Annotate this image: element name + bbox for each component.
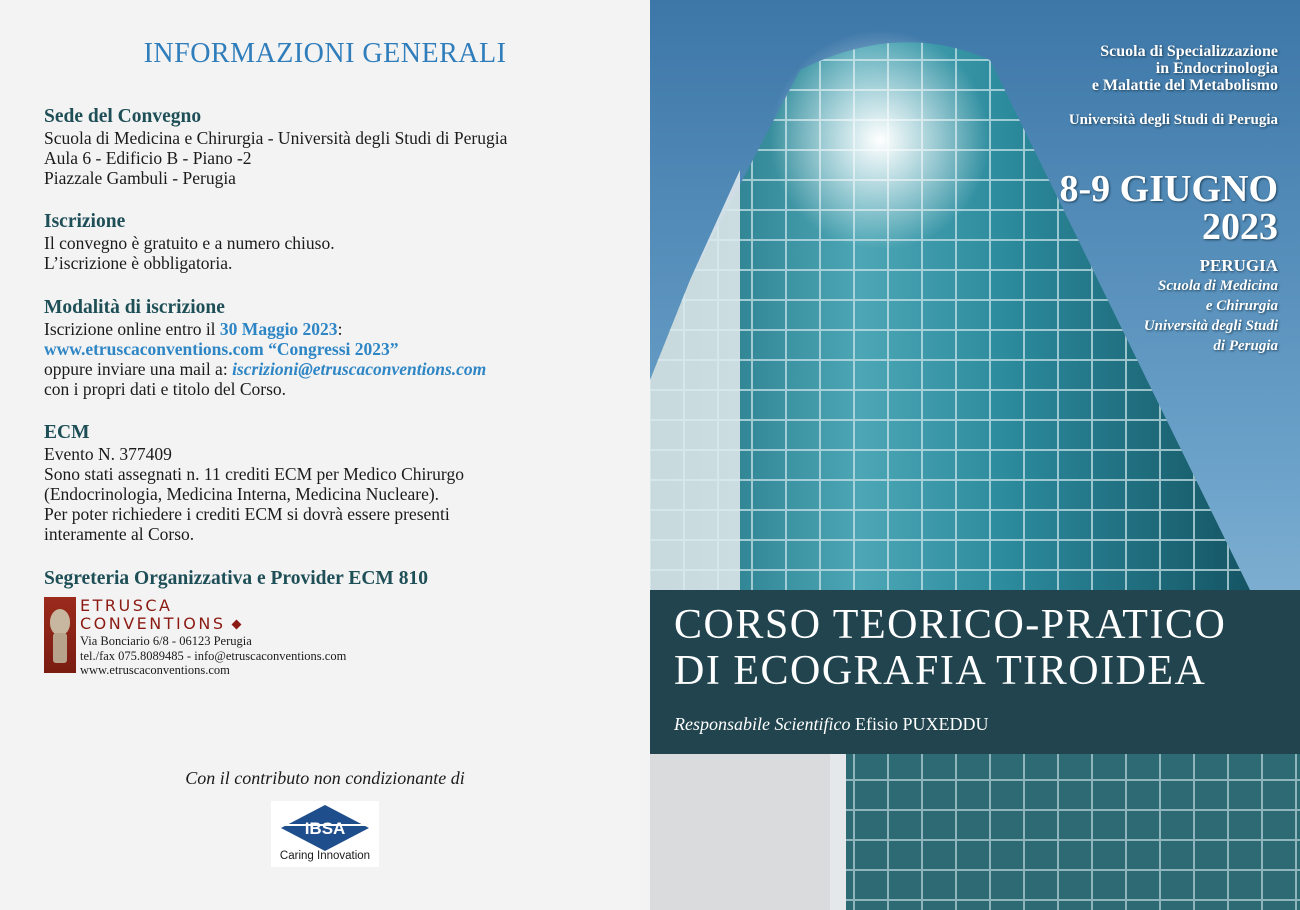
- ecm-line: Per poter richiedere i crediti ECM si dovrà essere presenti: [44, 504, 450, 524]
- venue-line: Università degli Studi: [1143, 318, 1278, 334]
- deadline-date: 30 Maggio 2023: [219, 319, 338, 339]
- registration-heading: Iscrizione: [44, 211, 126, 232]
- venue-line: Piazzale Gambuli - Perugia: [44, 168, 236, 188]
- school-line: in Endocrinologia: [1155, 60, 1278, 77]
- deadline-prefix: Iscrizione online entro il: [44, 319, 220, 339]
- event-venue: [1144, 276, 1278, 356]
- venue-line: e Chirurgia: [1205, 298, 1278, 314]
- venue-line: Scuola di Medicina e Chirurgia - Università degli Studi di Perugia: [44, 128, 508, 148]
- email-line: [44, 359, 624, 379]
- registration-website-link[interactable]: www.etruscaconventions.com “Congressi 2023”: [44, 339, 399, 359]
- venue-section: [44, 106, 624, 188]
- email-prefix: oppure inviare una mail a:: [44, 359, 233, 379]
- venue-line: Scuola di Medicina: [1157, 278, 1278, 294]
- diamond-icon: [232, 620, 242, 630]
- university-name: Università degli Studi di Perugia: [1068, 112, 1278, 128]
- ibsa-logo: [271, 801, 379, 867]
- secretariat-website-link[interactable]: www.etruscaconventions.com: [80, 663, 230, 677]
- registration-method-section: [44, 297, 624, 399]
- ecm-line: Sono stati assegnati n. 11 crediti ECM per Medico Chirurgo: [44, 464, 464, 484]
- school-line: Scuola di Specializzazione: [1100, 43, 1278, 60]
- venue-line: di Perugia: [1213, 338, 1278, 354]
- registration-line: L’iscrizione è obbligatoria.: [44, 253, 233, 273]
- course-title-line-2: DI ECOGRAFIA TIROIDEA: [674, 648, 1207, 694]
- brand-line-1: ETRUSCA: [80, 596, 173, 615]
- ecm-line: interamente al Corso.: [44, 524, 195, 544]
- ecm-heading: ECM: [44, 422, 90, 443]
- etrusca-statue-icon: [44, 597, 76, 673]
- sponsor-note: Con il contributo non condizionante di: [185, 768, 465, 788]
- deadline-line: [44, 319, 624, 339]
- etrusca-brand: [80, 597, 240, 633]
- course-title-line-1: CORSO TEORICO-PRATICO: [674, 602, 1227, 648]
- building-photo: [650, 0, 1300, 910]
- registration-email-link[interactable]: iscrizioni@etruscaconventions.com: [232, 359, 487, 379]
- cover-panel: [650, 0, 1300, 910]
- sponsor-name: IBSA: [304, 819, 346, 838]
- ecm-section: [44, 422, 624, 544]
- scientific-lead: [674, 714, 988, 735]
- school-info: [1092, 43, 1278, 94]
- address-line: Via Bonciario 6/8 - 06123 Perugia: [80, 634, 252, 648]
- school-line: e Malattie del Metabolismo: [1091, 77, 1278, 94]
- venue-heading: Sede del Convegno: [44, 106, 202, 127]
- contact-line[interactable]: tel./fax 075.8089485 - info@etruscaconventions.com: [80, 648, 347, 663]
- scientific-lead-name: Efisio PUXEDDU: [854, 714, 989, 734]
- registration-section: [44, 211, 624, 273]
- venue-line: Aula 6 - Edificio B - Piano -2: [44, 148, 252, 168]
- dates-line-2: 2023: [1202, 206, 1278, 248]
- scientific-lead-label: Responsabile Scientifico: [674, 714, 851, 734]
- brand-line-2: CONVENTIONS: [80, 614, 226, 633]
- registration-line: Il convegno è gratuito e a numero chiuso.: [44, 233, 335, 253]
- info-title: INFORMAZIONI GENERALI: [143, 38, 507, 69]
- dates-line-1: 8-9 GIUGNO: [1059, 168, 1278, 210]
- registration-method-heading: Modalità di iscrizione: [44, 297, 225, 318]
- ecm-line: (Endocrinologia, Medicina Interna, Medicina Nucleare).: [44, 484, 440, 504]
- registration-note: con i propri dati e titolo del Corso.: [44, 379, 287, 399]
- event-city: PERUGIA: [1199, 256, 1278, 275]
- sponsor-tagline: Caring Innovation: [279, 850, 371, 862]
- ecm-line: Evento N. 377409: [44, 444, 172, 464]
- course-title: [674, 602, 1226, 694]
- secretariat-address: [80, 634, 346, 678]
- deadline-suffix: :: [337, 319, 343, 339]
- secretariat-heading: Segreteria Organizzativa e Provider ECM 810: [44, 568, 428, 589]
- event-dates: [1060, 170, 1279, 246]
